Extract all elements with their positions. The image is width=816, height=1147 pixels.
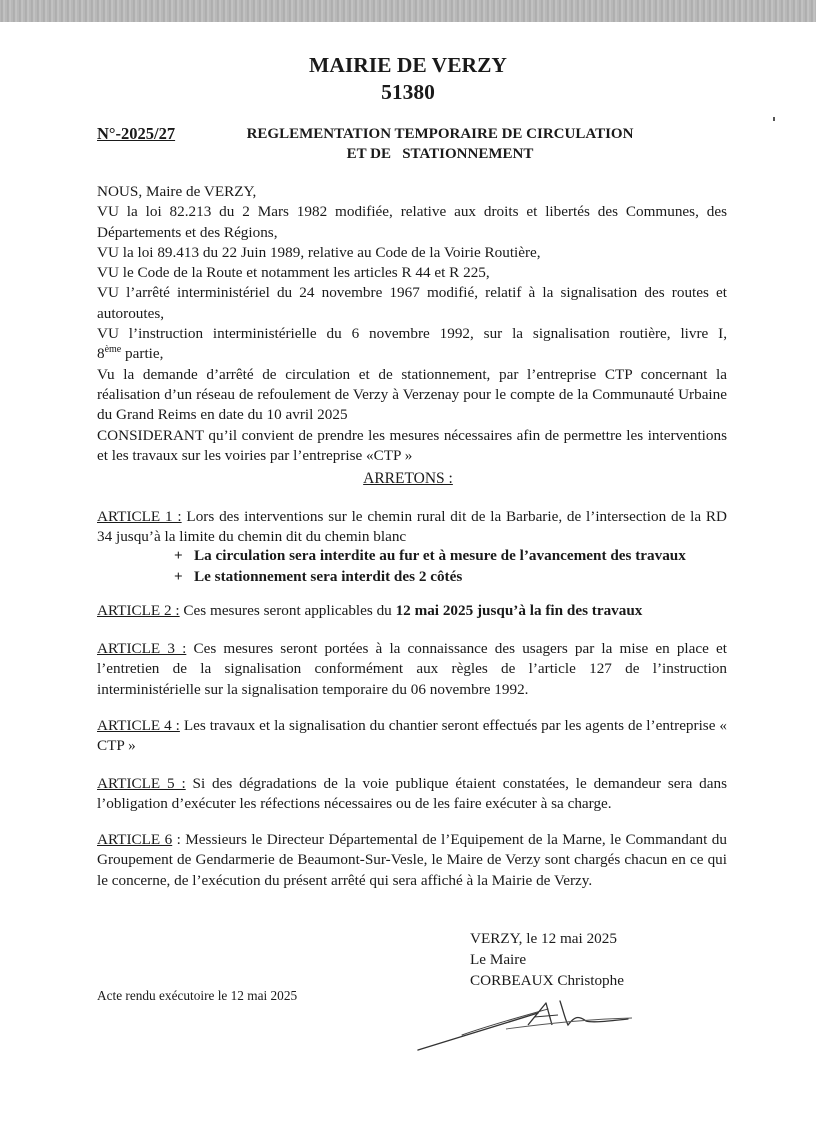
- preamble-vu-code-route: VU le Code de la Route et notamment les articles R 44 et R 225,: [97, 264, 490, 282]
- part-rest: partie,: [121, 345, 164, 363]
- preamble-demande: Vu la demande d’arrêté de circulation et de stationnement, par l’entreprise CTP concernant la réalisation d’un réseau de refoulement de Verzy à Verzenay pour le compte de la Communauté Urbaine du Grand Reims en date du 10 avril 2025: [97, 365, 727, 424]
- scan-edge-bar: [0, 0, 816, 22]
- article-6: [97, 830, 727, 891]
- article-6-label: ARTICLE 6: [97, 831, 173, 848]
- bullet-stationnement: [174, 566, 734, 587]
- part-number: 8: [97, 345, 105, 363]
- bullet-circulation: [174, 545, 734, 566]
- signature-role: Le Maire: [470, 951, 527, 968]
- plus-icon: +: [174, 568, 183, 585]
- preamble-vu-instruction-part: [97, 344, 727, 364]
- arrete-subject: [220, 124, 660, 164]
- article-5-label: ARTICLE 5 :: [97, 775, 186, 792]
- arrete-number: N°-2025/27: [97, 124, 176, 143]
- arretons-heading: ARRETONS :: [363, 470, 453, 487]
- preamble-vu-instruction-1992: VU l’instruction interministérielle du 6 novembre 1992, sur la signalisation routière, livre I,: [97, 325, 727, 343]
- preamble-considerant: CONSIDERANT qu’il convient de prendre les mesures nécessaires afin de permettre les interventions et les travaux sur les voiries par l’entreprise «CTP »: [97, 426, 727, 464]
- article-5-text: Si des dégradations de la voie publique étaient constatées, le demandeur sera dans l’obligation d’exécuter les réfections nécessaires ou de les faire exécuter à sa charge.: [97, 775, 727, 813]
- article-6-text: : Messieurs le Directeur Départemental de l’Equipement de la Marne, le Commandant du Groupement de Gendarmerie de Beaumont-Sur-Vesle, le Maire de Verzy sont chargés chacun en ce qui le concerne, de l’exécution du présent arrêté qui sera affiché à la Mairie de Verzy.: [97, 831, 727, 889]
- subject-line-1: REGLEMENTATION TEMPORAIRE DE CIRCULATION: [246, 126, 634, 142]
- preamble-vu-arrete-1967: VU l’arrêté interministériel du 24 novembre 1967 modifié, relatif à la signalisation des routes et autoroutes,: [97, 284, 727, 322]
- signature-name: CORBEAUX Christophe: [470, 972, 624, 989]
- article-4: [97, 716, 727, 757]
- article-5: [97, 774, 727, 815]
- article-1: [97, 507, 727, 548]
- article-2: [97, 601, 727, 621]
- article-2-dates: 12 mai 2025 jusqu’à la fin des travaux: [395, 602, 643, 619]
- part-superscript: ème: [104, 344, 122, 356]
- bullet-stationnement-text: Le stationnement sera interdit des 2 côtés: [194, 568, 463, 585]
- subject-line-2: ET DE STATIONNEMENT: [346, 146, 534, 162]
- handwritten-signature: [410, 995, 650, 1065]
- signature-block: [470, 928, 624, 991]
- article-3: [97, 639, 727, 700]
- postal-code: 51380: [381, 80, 435, 104]
- preamble-nous: NOUS, Maire de VERZY,: [97, 183, 257, 200]
- article-2-label: ARTICLE 2 :: [97, 602, 180, 619]
- article-4-text: Les travaux et la signalisation du chantier seront effectués par les agents de l’entreprise « CTP »: [97, 717, 727, 755]
- signature-place-date: VERZY, le 12 mai 2025: [470, 930, 617, 947]
- plus-icon: +: [174, 547, 183, 564]
- preamble: [97, 182, 727, 466]
- article-4-label: ARTICLE 4 :: [97, 717, 180, 734]
- bullet-circulation-text: La circulation sera interdite au fur et à mesure de l’avancement des travaux: [194, 547, 686, 564]
- article-3-text: Ces mesures seront portées à la connaissance des usagers par la mise en place et l’entretien de la signalisation conformément aux règles de l’article 127 de l’instruction interministérielle sur la signalisation temporaire du 06 novembre 1992.: [97, 640, 727, 698]
- article-1-text: Lors des interventions sur le chemin rural dit de la Barbarie, de l’intersection de la RD 34 jusqu’à la limite du chemin dit du chemin blanc: [97, 508, 727, 546]
- scan-speck: [773, 117, 775, 121]
- article-3-label: ARTICLE 3 :: [97, 640, 187, 657]
- article-2-text: Ces mesures seront applicables du: [179, 602, 396, 619]
- article-1-label: ARTICLE 1 :: [97, 508, 182, 525]
- preamble-vu-loi-1982: VU la loi 82.213 du 2 Mars 1982 modifiée, relative aux droits et libertés des Communes, des Départements et des Régions,: [97, 203, 727, 241]
- article-1-bullets: [174, 545, 734, 587]
- preamble-vu-loi-1989: VU la loi 89.413 du 22 Juin 1989, relative au Code de la Voirie Routière,: [97, 243, 541, 261]
- executoire-note: Acte rendu exécutoire le 12 mai 2025: [97, 988, 298, 1003]
- mairie-title: MAIRIE DE VERZY: [309, 53, 507, 77]
